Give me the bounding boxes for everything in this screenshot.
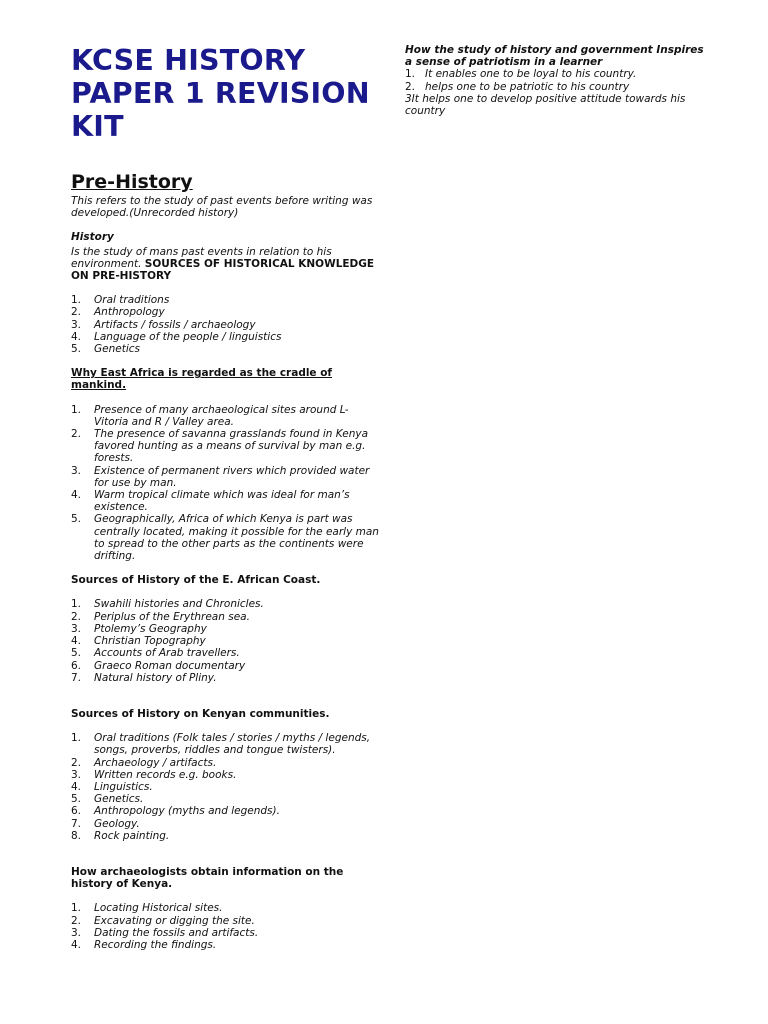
list-number: 1. xyxy=(71,902,82,915)
list-item xyxy=(71,781,381,793)
list-number: 3. xyxy=(71,464,82,477)
patriotism-heading: How the study of history and government Inspires a sense of patriotism in a learner xyxy=(405,44,704,69)
list-number: 2. xyxy=(71,610,82,623)
coast-heading: Sources of History of the E. African Coast. xyxy=(71,574,321,587)
list-number: 1. xyxy=(405,68,416,81)
list-number: 4. xyxy=(71,938,82,951)
list-number: 6. xyxy=(71,805,82,818)
list-number: 1. xyxy=(71,403,82,416)
list-item xyxy=(71,939,381,951)
list-number: 8. xyxy=(71,829,82,842)
list-item xyxy=(71,915,381,927)
list-item xyxy=(71,902,381,914)
list-number: 4. xyxy=(71,635,82,648)
list-item xyxy=(71,465,381,489)
list-item xyxy=(71,830,381,842)
list-text: Genetics xyxy=(94,343,140,356)
history-definition xyxy=(71,246,381,283)
patriotism-item-2 xyxy=(405,81,705,93)
list-text: Geology. xyxy=(94,817,140,830)
list-text: Anthropology xyxy=(94,306,165,319)
list-item xyxy=(71,319,381,331)
list-text: Anthropology (myths and legends). xyxy=(94,805,280,818)
patriotism-item-3: 3It helps one to develop positive attitude towards his country xyxy=(405,92,686,118)
list-number: 1. xyxy=(71,294,82,307)
list-number: 4. xyxy=(71,330,82,343)
sources-heading: SOURCES OF HISTORICAL KNOWLEDGE ON PRE-HISTORY xyxy=(71,257,375,283)
list-item xyxy=(71,404,381,428)
prehistory-definition: This refers to the study of past events before writing was developed.(Unrecorded history) xyxy=(71,195,373,220)
left-column xyxy=(71,44,381,951)
list-item xyxy=(71,598,381,610)
list-number: 4. xyxy=(71,489,82,502)
document-title xyxy=(71,44,381,143)
title-line-2: PAPER 1 REVISION xyxy=(71,77,370,110)
list-text: Artifacts / fossils / archaeology xyxy=(94,318,256,331)
list-item xyxy=(71,623,381,635)
list-number: 2. xyxy=(71,428,82,441)
list-text: Rock painting. xyxy=(94,829,170,842)
list-text: Written records e.g. books. xyxy=(94,768,237,781)
list-number: 5. xyxy=(71,343,82,356)
list-text: Warm tropical climate which was ideal for man’s existence. xyxy=(94,489,350,514)
list-item xyxy=(71,818,381,830)
list-text: The presence of savanna grasslands found in Kenya favored hunting as a means of survival by man e.g. forests. xyxy=(94,428,369,465)
list-number: 5. xyxy=(71,513,82,526)
kenyan-sources-list xyxy=(71,732,381,842)
list-number: 7. xyxy=(71,817,82,830)
list-number: 4. xyxy=(71,780,82,793)
list-item xyxy=(71,793,381,805)
history-label: History xyxy=(71,231,114,244)
list-text: Christian Topography xyxy=(94,635,206,648)
list-text: Accounts of Arab travellers. xyxy=(94,647,240,660)
archaeologists-heading: How archaeologists obtain information on the history of Kenya. xyxy=(71,865,344,891)
prehistory-sources-list xyxy=(71,294,381,355)
list-item xyxy=(71,294,381,306)
list-text: Presence of many archaeological sites around L- Vitoria and R / Valley area. xyxy=(94,403,349,428)
list-number: 1. xyxy=(71,598,82,611)
list-text: Natural history of Pliny. xyxy=(94,671,217,684)
list-text: Ptolemy’s Geography xyxy=(94,622,207,635)
list-item xyxy=(71,660,381,672)
list-item xyxy=(71,805,381,817)
list-item xyxy=(71,489,381,513)
list-item xyxy=(71,306,381,318)
list-number: 7. xyxy=(71,671,82,684)
title-line-3: KIT xyxy=(71,110,124,143)
list-text: Language of the people / linguistics xyxy=(94,330,282,343)
list-number: 2. xyxy=(71,306,82,319)
list-text: Excavating or digging the site. xyxy=(94,914,255,927)
title-line-1: KCSE HISTORY xyxy=(71,44,306,77)
patriotism-item-1 xyxy=(405,68,705,80)
list-text: Oral traditions (Folk tales / stories / myths / legends, songs, proverbs, riddles and tongue twisters). xyxy=(94,732,371,757)
list-number: 5. xyxy=(71,647,82,660)
list-number: 3. xyxy=(71,768,82,781)
list-item xyxy=(71,635,381,647)
list-number: 3. xyxy=(71,318,82,331)
list-number: 5. xyxy=(71,793,82,806)
list-number: 3. xyxy=(71,622,82,635)
list-text: Genetics. xyxy=(94,793,144,806)
list-item xyxy=(71,331,381,343)
list-text: Locating Historical sites. xyxy=(94,902,223,915)
list-item xyxy=(71,927,381,939)
list-text: Geographically, Africa of which Kenya is part was centrally located, making it possible for the early man to spread to the other parts as the continents were drifting. xyxy=(94,513,379,563)
list-item xyxy=(71,343,381,355)
list-item xyxy=(71,757,381,769)
list-item xyxy=(71,732,381,756)
list-number: 2. xyxy=(405,80,416,93)
cradle-list xyxy=(71,404,381,563)
list-text: Recording the findings. xyxy=(94,938,217,951)
list-item xyxy=(71,513,381,562)
list-number: 2. xyxy=(71,756,82,769)
list-text: Linguistics. xyxy=(94,780,153,793)
list-text: It enables one to be loyal to his country. xyxy=(425,68,637,81)
kenyan-heading: Sources of History on Kenyan communities. xyxy=(71,707,330,720)
list-text: helps one to be patriotic to his country xyxy=(425,80,630,93)
list-text: Periplus of the Erythrean sea. xyxy=(94,610,250,623)
coast-sources-list xyxy=(71,598,381,683)
list-text: Existence of permanent rivers which provided water for use by man. xyxy=(94,464,370,489)
list-item xyxy=(71,428,381,465)
list-text: Oral traditions xyxy=(94,294,170,307)
right-column xyxy=(405,44,705,117)
list-text: Swahili histories and Chronicles. xyxy=(94,598,264,611)
history-definition-text: Is the study of mans past events in relation to his environment. xyxy=(71,245,332,270)
list-item xyxy=(71,672,381,684)
cradle-heading: Why East Africa is regarded as the cradle of mankind. xyxy=(71,367,332,392)
list-number: 3. xyxy=(71,926,82,939)
list-text: Graeco Roman documentary xyxy=(94,659,246,672)
list-text: Archaeology / artifacts. xyxy=(94,756,217,769)
list-item xyxy=(71,647,381,659)
list-number: 6. xyxy=(71,659,82,672)
list-item xyxy=(71,769,381,781)
list-text: Dating the fossils and artifacts. xyxy=(94,926,259,939)
list-item xyxy=(71,611,381,623)
archaeologists-list xyxy=(71,902,381,951)
list-number: 2. xyxy=(71,914,82,927)
prehistory-heading: Pre-History xyxy=(71,171,193,193)
list-number: 1. xyxy=(71,732,82,745)
